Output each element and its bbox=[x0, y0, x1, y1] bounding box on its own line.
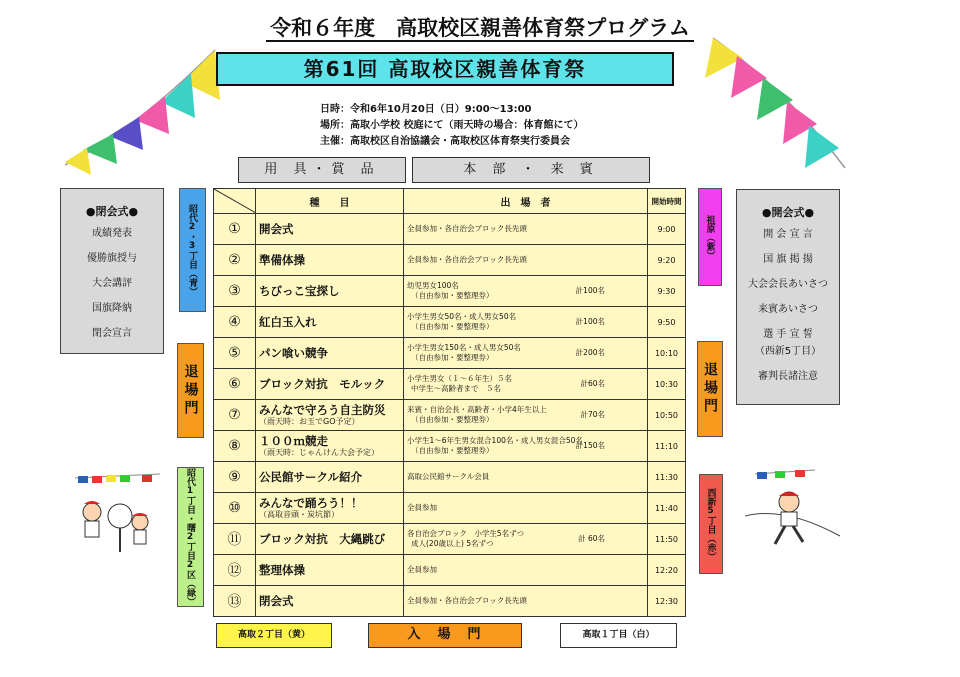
participants-cell bbox=[404, 245, 648, 276]
participants-cell bbox=[404, 338, 648, 369]
event-host: 主催：高取校区自治協議会・高取校区体育祭実行委員会 bbox=[320, 136, 570, 147]
child-running-illustration-right bbox=[745, 466, 845, 556]
opening-ceremony-item: 開 会 宣 言 bbox=[763, 229, 813, 240]
participants-total: 計200名 bbox=[575, 348, 605, 357]
opening-ceremony-box bbox=[736, 189, 840, 405]
event-number: ③ bbox=[214, 276, 256, 307]
event-place: 場所：高取小学校 校庭にて（雨天時の場合：体育館にて） bbox=[320, 120, 584, 131]
opening-ceremony-item: 国 旗 掲 揚 bbox=[763, 254, 813, 265]
participants-total: 計100名 bbox=[575, 317, 605, 326]
table-row bbox=[214, 524, 686, 555]
opening-title: ●開会式● bbox=[761, 206, 815, 219]
participants-cell bbox=[404, 276, 648, 307]
closing-ceremony-item: 成績発表 bbox=[92, 228, 132, 239]
closing-ceremony-box bbox=[60, 188, 164, 354]
event-cell bbox=[256, 493, 404, 524]
event-name: 開会式 bbox=[259, 222, 294, 236]
event-name: 閉会式 bbox=[259, 594, 294, 608]
event-number: ① bbox=[214, 214, 256, 245]
table-row bbox=[214, 276, 686, 307]
event-name: みんなで守ろう自主防災 bbox=[259, 403, 386, 417]
exit-gate-right: 退場門 bbox=[697, 341, 723, 437]
event-cell bbox=[256, 400, 404, 431]
event-title-banner: 第61回 高取校区親善体育祭 bbox=[216, 52, 674, 86]
closing-ceremony-item: 国旗降納 bbox=[92, 303, 132, 314]
opening-ceremony-item: 選 手 宣 誓 bbox=[763, 329, 813, 340]
event-name: 紅白玉入れ bbox=[259, 315, 317, 329]
hq-box: 本 部 ・ 来 賓 bbox=[412, 157, 650, 183]
team-label-yellow: 高取２丁目（黄） bbox=[216, 623, 332, 648]
participants-cell bbox=[404, 369, 648, 400]
participants-note: （自由参加・要整理券） bbox=[411, 446, 494, 455]
event-name: １００ｍ競走 bbox=[259, 434, 328, 448]
participants-main: 各自治会ブロック 小学生5名ずつ bbox=[407, 529, 525, 538]
participants-cell bbox=[404, 214, 648, 245]
equipment-box: 用 具・賞 品 bbox=[238, 157, 406, 183]
table-row bbox=[214, 462, 686, 493]
table-row bbox=[214, 400, 686, 431]
event-number: ⑨ bbox=[214, 462, 256, 493]
event-cell bbox=[256, 338, 404, 369]
participants-main: 小学生男女（１～６年生）５名 bbox=[407, 374, 512, 383]
entrance-gate: 入 場 門 bbox=[368, 623, 522, 648]
event-cell bbox=[256, 307, 404, 338]
event-cell bbox=[256, 276, 404, 307]
start-time: 9:00 bbox=[648, 214, 686, 245]
participants-total: 計70名 bbox=[580, 410, 605, 419]
corner-cell bbox=[214, 189, 256, 214]
participants-note: （自由参加・要整理券） bbox=[411, 291, 494, 300]
exit-gate-left: 退場門 bbox=[177, 343, 204, 438]
participants-main: 全員参加 bbox=[407, 565, 437, 574]
bunting-right-decoration bbox=[705, 28, 855, 178]
participants-main: 高取公民館サークル会員 bbox=[407, 472, 490, 481]
event-note: （雨天時：お玉でGO予定） bbox=[259, 417, 360, 426]
event-number: ⑧ bbox=[214, 431, 256, 462]
event-cell bbox=[256, 431, 404, 462]
participants-cell bbox=[404, 493, 648, 524]
event-name: みんなで踊ろう！！ bbox=[259, 496, 363, 510]
participants-main: 幼児男女100名 bbox=[407, 281, 459, 290]
event-cell bbox=[256, 462, 404, 493]
opening-ceremony-item: 来賓あいさつ bbox=[758, 304, 818, 315]
event-cell bbox=[256, 369, 404, 400]
start-time: 11:10 bbox=[648, 431, 686, 462]
page-title: 令和６年度 高取校区親善体育祭プログラム bbox=[0, 12, 960, 42]
participants-cell bbox=[404, 555, 648, 586]
opening-ceremony-item: 審判長諸注意 bbox=[758, 371, 818, 382]
event-cell bbox=[256, 214, 404, 245]
event-name: パン喰い競争 bbox=[259, 346, 328, 360]
start-time: 9:30 bbox=[648, 276, 686, 307]
participants-cell bbox=[404, 524, 648, 555]
participants-total: 計100名 bbox=[575, 286, 605, 295]
team-label-white: 高取１丁目（白） bbox=[560, 623, 677, 648]
event-note: （雨天時：じゃんけん大会予定） bbox=[259, 448, 379, 457]
table-row bbox=[214, 555, 686, 586]
start-time: 11:30 bbox=[648, 462, 686, 493]
start-time: 12:30 bbox=[648, 586, 686, 617]
event-name: ブロック対抗 大縄跳び bbox=[259, 532, 386, 546]
table-row bbox=[214, 586, 686, 617]
event-number: ⑤ bbox=[214, 338, 256, 369]
participants-total: 計150名 bbox=[575, 441, 605, 450]
table-row bbox=[214, 245, 686, 276]
participants-note: 中学生～高齢者まで ５名 bbox=[411, 384, 501, 393]
participants-total: 計 60名 bbox=[578, 534, 605, 543]
start-time: 10:50 bbox=[648, 400, 686, 431]
table-row bbox=[214, 431, 686, 462]
participants-cell bbox=[404, 586, 648, 617]
participants-cell bbox=[404, 431, 648, 462]
closing-title: ●閉会式● bbox=[85, 205, 139, 218]
start-time: 10:30 bbox=[648, 369, 686, 400]
participants-main: 全員参加・各自治会ブロック長先頭 bbox=[407, 596, 527, 605]
event-number: ⑬ bbox=[214, 586, 256, 617]
header-participants: 出 場 者 bbox=[404, 189, 648, 214]
event-name: ブロック対抗 モルック bbox=[259, 377, 386, 391]
event-number: ② bbox=[214, 245, 256, 276]
start-time: 9:20 bbox=[648, 245, 686, 276]
participants-note: （自由参加・要整理券） bbox=[411, 415, 494, 424]
header-time: 開始時間 bbox=[648, 189, 686, 214]
team-label-green: 昭代1丁目・曙2丁目2区（緑） bbox=[177, 467, 204, 607]
participants-note: （自由参加・要整理券） bbox=[411, 322, 494, 331]
event-number: ⑪ bbox=[214, 524, 256, 555]
start-time: 10:10 bbox=[648, 338, 686, 369]
event-name: 準備体操 bbox=[259, 253, 305, 267]
event-cell bbox=[256, 245, 404, 276]
closing-ceremony-item: 閉会宣言 bbox=[92, 328, 132, 339]
bunting-left-decoration bbox=[65, 40, 225, 180]
participants-main: 来賓・自治会長・高齢者・小学4年生以上 bbox=[407, 405, 547, 414]
event-cell bbox=[256, 555, 404, 586]
event-name: 公民館サークル紹介 bbox=[259, 470, 363, 484]
event-name: ちびっこ宝探し bbox=[259, 284, 340, 298]
start-time: 9:50 bbox=[648, 307, 686, 338]
participants-note: 成人(20歳以上) 5名ずつ bbox=[411, 539, 494, 548]
opening-ceremony-item: 大会会長あいさつ bbox=[748, 279, 828, 290]
table-row bbox=[214, 369, 686, 400]
participants-cell bbox=[404, 307, 648, 338]
children-illustration-left bbox=[70, 466, 165, 556]
program-table bbox=[213, 188, 686, 617]
event-name: 整理体操 bbox=[259, 563, 305, 577]
participants-cell bbox=[404, 400, 648, 431]
event-cell bbox=[256, 586, 404, 617]
table-row bbox=[214, 307, 686, 338]
table-row bbox=[214, 493, 686, 524]
start-time: 11:40 bbox=[648, 493, 686, 524]
event-number: ⑫ bbox=[214, 555, 256, 586]
start-time: 12:20 bbox=[648, 555, 686, 586]
table-row bbox=[214, 338, 686, 369]
event-number: ④ bbox=[214, 307, 256, 338]
participants-main: 小学生男女150名・成人男女50名 bbox=[407, 343, 521, 352]
participants-note: （自由参加・要整理券） bbox=[411, 353, 494, 362]
team-label-red: 西新5丁目（赤） bbox=[699, 474, 723, 574]
table-row bbox=[214, 214, 686, 245]
closing-ceremony-item: 優勝旗授与 bbox=[87, 253, 137, 264]
event-number: ⑦ bbox=[214, 400, 256, 431]
event-number: ⑥ bbox=[214, 369, 256, 400]
header-event: 種 目 bbox=[256, 189, 404, 214]
event-date: 日時：令和6年10月20日（日）9:00～13:00 bbox=[320, 104, 532, 115]
closing-ceremony-item: 大会講評 bbox=[92, 278, 132, 289]
start-time: 11:50 bbox=[648, 524, 686, 555]
participants-cell bbox=[404, 462, 648, 493]
participants-main: 全員参加・各自治会ブロック長先頭 bbox=[407, 255, 527, 264]
participants-main: 小学生男女50名・成人男女50名 bbox=[407, 312, 517, 321]
participants-main: 小学生1～6年生男女混合100名・成人男女混合50名 bbox=[407, 436, 583, 445]
participants-total: 計60名 bbox=[580, 379, 605, 388]
participants-main: 全員参加 bbox=[407, 503, 437, 512]
team-label-blue: 昭代2・3丁目（青） bbox=[179, 188, 206, 312]
event-note: （高取音頭・炭坑節） bbox=[259, 510, 339, 519]
event-number: ⑩ bbox=[214, 493, 256, 524]
team-label-purple: 祖原（紫） bbox=[698, 188, 722, 286]
participants-main: 全員参加・各自治会ブロック長先頭 bbox=[407, 224, 527, 233]
event-cell bbox=[256, 524, 404, 555]
opening-ceremony-item: （西新5丁目） bbox=[754, 346, 822, 357]
